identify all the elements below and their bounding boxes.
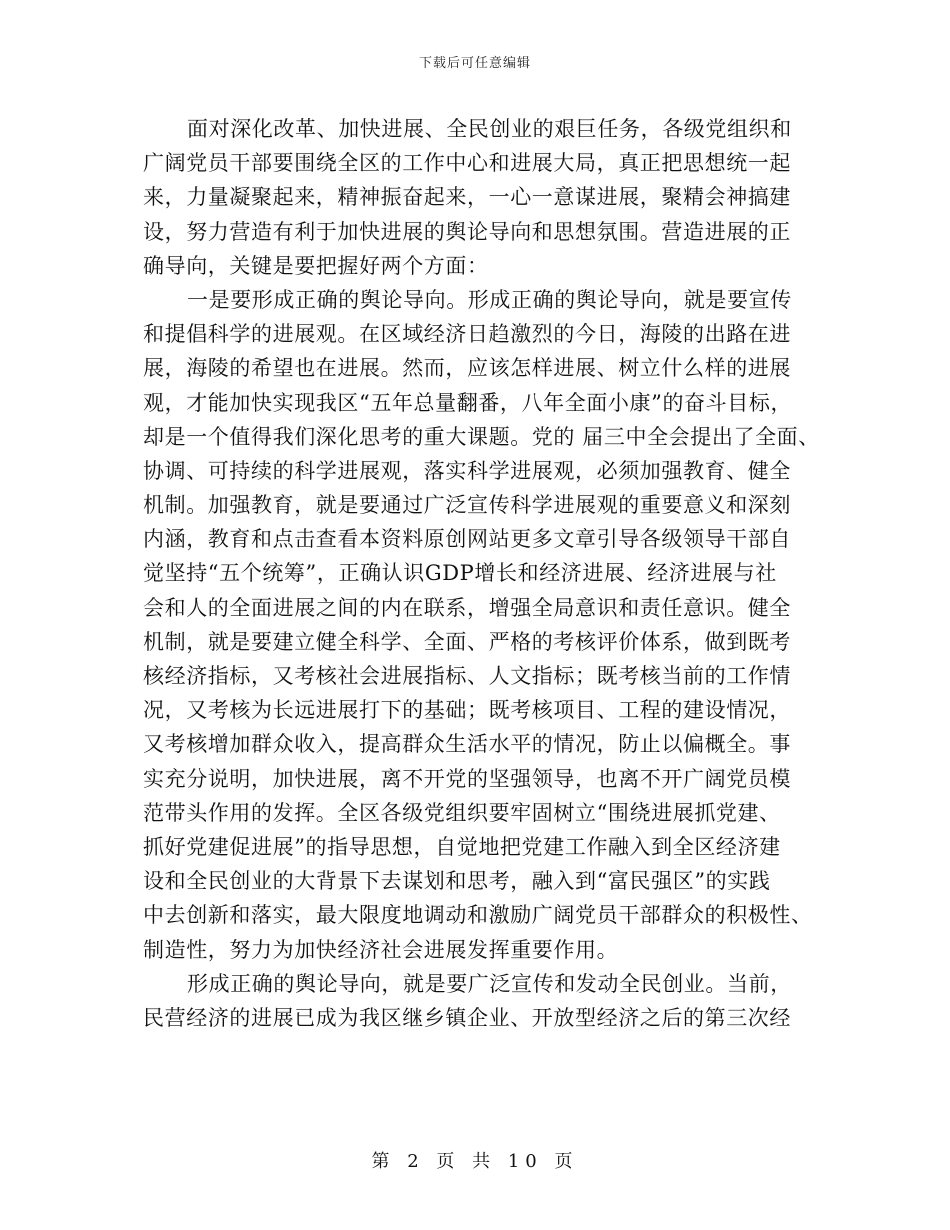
text-line: 会和人的全面进展之间的内在联系，增强全局意识和责任意识。健全 <box>143 595 791 620</box>
text-line: 况，又考核为长远进展打下的基础；既考核项目、工程的建设情况， <box>143 698 791 723</box>
text-line: 却是一个值得我们深化思考的重大课题。党的 届三中全会提出了全面、 <box>143 424 820 449</box>
text-line: 民营经济的进展已成为我区继乡镇企业、开放型经济之后的第三次经 <box>143 1005 791 1030</box>
text-line: 又考核增加群众收入，提高群众生活水平的情况，防止以偏概全。事 <box>143 732 791 757</box>
text-line: 机制。加强教育，就是要通过广泛宣传科学进展观的重要意义和深刻 <box>143 493 791 518</box>
text-line: 觉坚持“五个统筹”，正确认识GDP增长和经济进展、经济进展与社 <box>143 561 777 586</box>
text-line: 来，力量凝聚起来，精神振奋起来，一心一意谋进展，聚精会神搞建 <box>143 185 791 210</box>
text-line: 范带头作用的发挥。全区各级党组织要牢固树立“围绕进展抓党建、 <box>143 800 781 825</box>
text-line: 和提倡科学的进展观。在区域经济日趋激烈的今日，海陵的出路在进 <box>143 322 791 347</box>
text-line: 协调、可持续的科学进展观，落实科学进展观，必须加强教育、健全 <box>143 458 791 483</box>
text-line: 机制，就是要建立健全科学、全面、严格的考核评价体系，做到既考 <box>143 629 791 654</box>
text-line: 中去创新和落实，最大限度地调动和激励广阔党员干部群众的积极性、 <box>143 903 813 928</box>
text-line: 确导向，关键是要把握好两个方面： <box>143 253 489 278</box>
text-line: 广阔党员干部要围绕全区的工作中心和进展大局，真正把思想统一起 <box>143 151 791 176</box>
text-line: 面对深化改革、加快进展、全民创业的艰巨任务，各级党组织和 <box>187 117 792 141</box>
text-line: 设，努力营造有利于加快进展的舆论导向和思想氛围。营造进展的正 <box>143 219 791 244</box>
text-line: 抓好党建促进展”的指导思想，自觉地把党建工作融入到全区经济建 <box>143 834 781 859</box>
text-line: 观，才能加快实现我区“五年总量翻番，八年全面小康”的奋斗目标， <box>143 390 793 415</box>
document-body <box>143 112 820 1035</box>
text-line: 一是要形成正确的舆论导向。形成正确的舆论导向，就是要宣传 <box>187 287 792 312</box>
text-line: 制造性，努力为加快经济社会进展发挥重要作用。 <box>143 937 619 962</box>
text-line: 内涵，教育和点击查看本资料原创网站更多文章引导各级领导干部自 <box>143 527 791 552</box>
page-number-footer: 第 2 页 共 10 页 <box>371 1151 579 1172</box>
text-line: 形成正确的舆论导向，就是要广泛宣传和发动全民创业。当前， <box>187 971 792 996</box>
text-line: 核经济指标，又考核社会进展指标、人文指标；既考核当前的工作情 <box>143 664 791 688</box>
text-line: 展，海陵的希望也在进展。然而，应该怎样进展、树立什么样的进展 <box>143 356 791 381</box>
text-line: 设和全民创业的大背景下去谋划和思考，融入到“富民强区”的实践 <box>143 869 771 894</box>
page-header-note: 下载后可任意编辑 <box>418 56 531 71</box>
text-line: 实充分说明，加快进展，离不开党的坚强领导，也离不开广阔党员模 <box>143 766 791 791</box>
